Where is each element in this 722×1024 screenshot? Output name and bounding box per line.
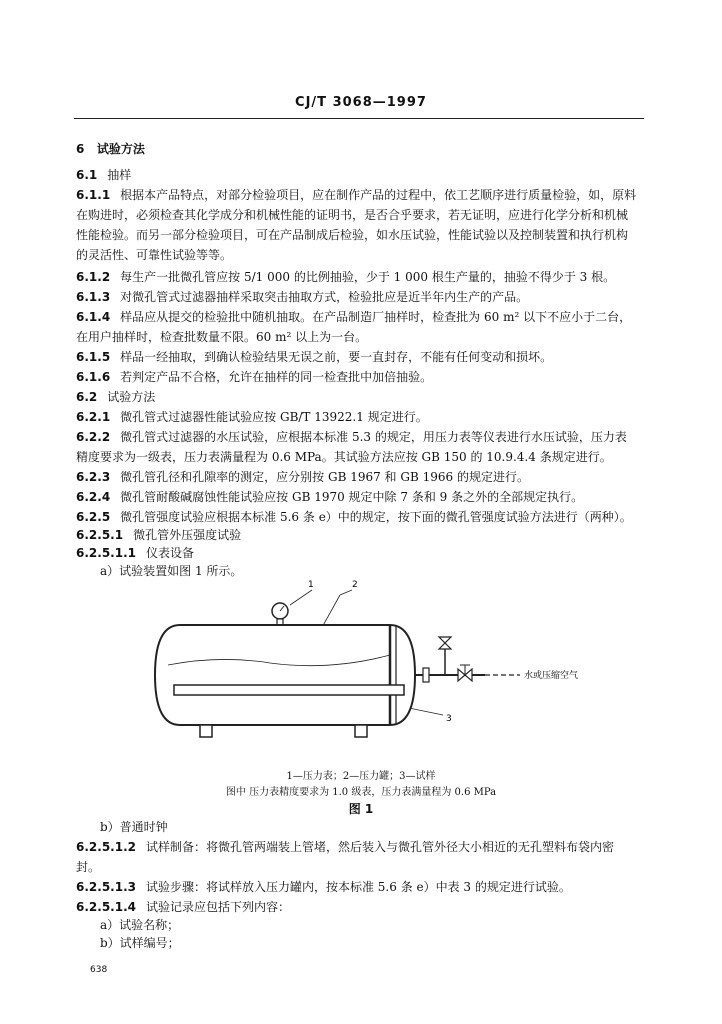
para-6-2-2-line1: 6.2.2 微孔管式过滤器的水压试验，应根据本标准 5.3 的规定，用压力表等仪表进行水压试验，压力表: [76, 430, 627, 444]
para-6-1-1-line3: 性能检验。而另一部分检验项目，可在产品制成后检验，如水压试验，性能试验以及控制装置和执行机构: [76, 228, 629, 242]
record-item-b: b）试样编号；: [100, 936, 180, 950]
valve-icon: [439, 637, 451, 649]
para-6-2-4: 6.2.4 微孔管耐酸碱腐蚀性能试验应按 GB 1970 规定中除 7 条和 9 条之外的全部规定执行。: [76, 490, 584, 504]
para-6-2-5-1-3: 6.2.5.1.3 试验步骤：将试样放入压力罐内，按本标准 5.6 条 e）中表 3 的规定进行试验。: [76, 880, 571, 894]
standard-header: CJ/T 3068—1997: [295, 95, 427, 110]
para-6-2-5-1-2-line1: 6.2.5.1.2 试样制备：将微孔管两端装上管堵，然后装入与微孔管外径大小相近的无孔塑料布袋内密: [76, 840, 614, 854]
para-6-1-1-line4: 的灵活性、可靠性试验等等。: [76, 248, 233, 262]
para-6-2-2-line2: 精度要求为一级表，压力表满量程为 0.6 MPa。其试验方法应按 GB 150 的 10.9.4.4 条规定进行。: [76, 450, 612, 464]
para-6-1-1-line1: 6.1.1 根据本产品特点，对部分检验项目，应在制作产品的过程中，依工艺顺序进行质量检验，如，原料: [76, 188, 637, 202]
callout-1: 1: [308, 580, 314, 590]
callout-2: 2: [352, 580, 358, 590]
para-6-2-1: 6.2.1 微孔管式过滤器性能试验应按 GB/T 13922.1 规定进行。: [76, 410, 428, 424]
subsection-6-2: 6.2 试验方法: [76, 390, 156, 404]
figure-caption: 图 1: [348, 802, 374, 816]
section-title: 6 试验方法: [76, 142, 145, 156]
para-6-2-5: 6.2.5 微孔管强度试验应根据本标准 5.6 条 e）中的规定，按下面的微孔管强度试验方法进行（两种）。: [76, 510, 632, 524]
figure-1-diagram: [140, 575, 620, 755]
para-6-2-3: 6.2.3 微孔管孔径和孔隙率的测定，应分别按 GB 1967 和 GB 1966 的规定进行。: [76, 470, 529, 484]
header-rule: [74, 118, 644, 119]
specimen-bar-icon: [174, 685, 404, 695]
record-item-a: a）试验名称；: [100, 918, 180, 932]
subsection-6-1: 6.1 抽样: [76, 168, 132, 182]
figure-note: 图中 压力表精度要求为 1.0 级表，压力表满量程为 0.6 MPa: [225, 787, 497, 798]
para-6-1-3: 6.1.3 对微孔管式过滤器抽样采取突击抽取方式，检验批应是近半年内生产的产品。: [76, 290, 529, 304]
para-6-1-4-line1: 6.1.4 样品应从提交的检验批中随机抽取。在产品制造厂抽样时，检查批为 60 m² 以下不应小于二台，: [76, 310, 632, 324]
para-6-1-6: 6.1.6 若判定产品不合格，允许在抽样的同一检查批中加倍抽验。: [76, 370, 433, 384]
para-6-1-1-line2: 在购进时，必须检查其化学成分和机械性能的证明书，是否合乎要求，若无证明，应进行化学分析和机械: [76, 208, 629, 222]
supply-label: 水或压缩空气: [524, 671, 579, 681]
item-b-clock: b）普通时钟: [100, 820, 168, 834]
para-6-1-5: 6.1.5 样品一经抽取，到确认检验结果无误之前，要一直封存，不能有任何变动和损坏。: [76, 350, 553, 364]
para-6-2-5-1-2-line2: 封。: [76, 860, 101, 874]
callout-3: 3: [446, 714, 452, 724]
pressure-tank-icon: [155, 625, 415, 725]
page-number: 638: [90, 965, 108, 975]
para-6-2-5-1-4: 6.2.5.1.4 试验记录应包括下列内容：: [76, 900, 290, 914]
figure-legend: 1—压力表；2—压力罐；3—试样: [286, 771, 436, 782]
para-6-2-5-1: 6.2.5.1 微孔管外压强度试验: [76, 528, 242, 542]
para-6-1-4-line2: 在用户抽样时，检查批数量不限。60 m² 以上为一台。: [76, 330, 368, 344]
item-a-apparatus: a）试验装置如图 1 所示。: [100, 564, 243, 578]
para-6-2-5-1-1: 6.2.5.1.1 仪表设备: [76, 546, 194, 560]
para-6-1-2: 6.1.2 每生产一批微孔管应按 5/1 000 的比例抽验，少于 1 000 根生产量的，抽验不得少于 3 根。: [76, 270, 616, 284]
